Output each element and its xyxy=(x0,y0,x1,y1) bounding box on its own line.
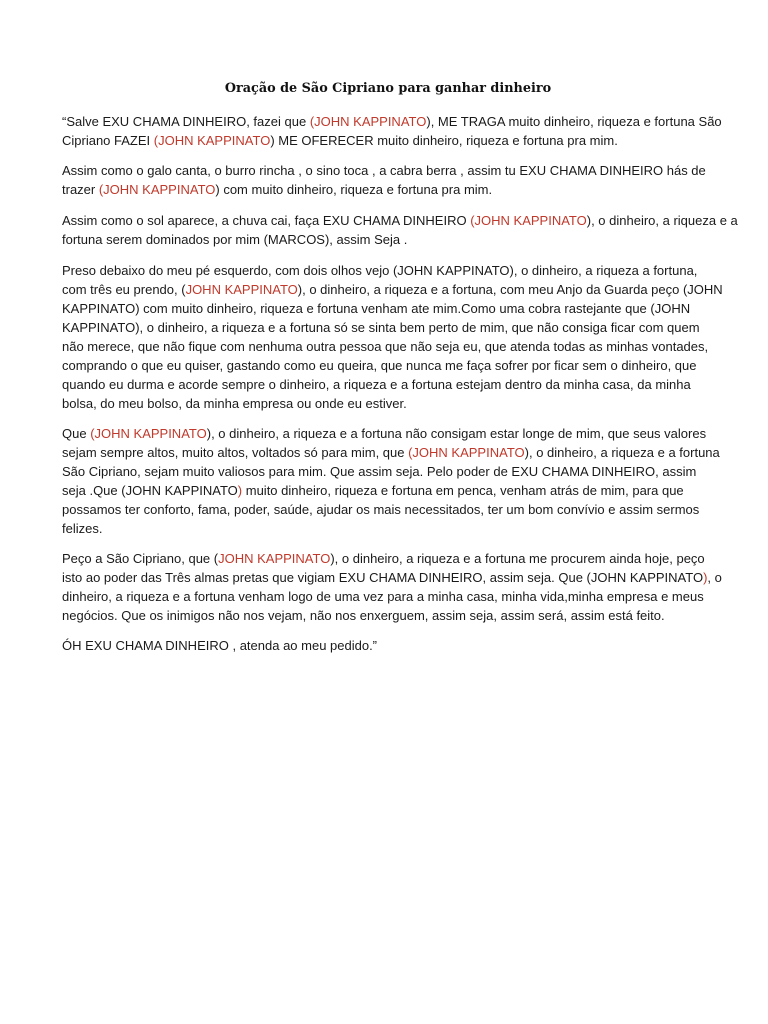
highlighted-name: ) xyxy=(237,483,243,498)
text-segment: ), o dinheiro, a riqueza e a fortuna não consigam estar longe de mim, que seus valores xyxy=(206,426,707,441)
paragraph xyxy=(62,161,706,199)
text-segment: isto ao poder das Três almas pretas que vigiam EXU CHAMA DINHEIRO, assim seja. Que (JOHN KAPPINATO xyxy=(62,570,704,585)
text-segment: São Cipriano, sejam muito valiosos para mim. Que assim seja. Pelo poder de EXU CHAMA DINHEIRO, assim xyxy=(62,464,697,479)
text-line xyxy=(62,375,723,394)
text-line xyxy=(62,500,720,519)
text-segment: ), o dinheiro, a riqueza e a fortuna, com meu Anjo da Guarda peço (JOHN xyxy=(297,282,723,297)
text-line xyxy=(62,424,720,443)
text-segment: fortuna serem dominados por mim (MARCOS), assim Seja . xyxy=(62,232,408,247)
paragraph xyxy=(62,261,723,413)
text-segment: ), o dinheiro, a riqueza e a fortuna me procurem ainda hoje, peço xyxy=(330,551,705,566)
text-line xyxy=(62,443,720,462)
text-line xyxy=(62,337,723,356)
text-line xyxy=(62,211,738,230)
text-line xyxy=(62,549,722,568)
highlighted-name: (JOHN KAPPINATO xyxy=(153,133,271,148)
text-segment: ) ME OFERECER muito dinheiro, riqueza e fortuna pra mim. xyxy=(270,133,618,148)
highlighted-name: (JOHN KAPPINATO xyxy=(90,426,207,441)
text-segment: quando eu durma e acorde sempre o dinheiro, a riqueza e a fortuna estejam dentro da minha casa, da minha xyxy=(62,377,691,392)
text-line xyxy=(62,606,722,625)
text-line xyxy=(62,462,720,481)
text-segment: comprando o que eu quiser, gastando como eu queira, que nunca me faça sofrer por ficar sem o dinheiro, que xyxy=(62,358,697,373)
text-segment: ), ME TRAGA muito dinheiro, riqueza e fortuna São xyxy=(426,114,722,129)
paragraph xyxy=(62,549,722,625)
paragraph xyxy=(62,424,720,538)
text-segment: trazer xyxy=(62,182,99,197)
text-segment: Preso debaixo do meu pé esquerdo, com dois olhos vejo (JOHN KAPPINATO), o dinheiro, a riqueza a fortuna, xyxy=(62,263,698,278)
text-segment: dinheiro, a riqueza e a fortuna venham logo de uma vez para a minha casa, minha vida,minha empresa e meus xyxy=(62,589,704,604)
text-segment: sejam sempre altos, muito altos, voltados só para mim, que xyxy=(62,445,409,460)
text-line xyxy=(62,261,723,280)
text-line xyxy=(62,568,722,587)
paragraph xyxy=(62,112,722,150)
highlighted-name: (JOHN KAPPINATO xyxy=(408,445,525,460)
text-segment: bolsa, do meu bolso, da minha empresa ou onde eu estiver. xyxy=(62,396,407,411)
text-segment: possamos ter conforto, fama, poder, saúde, ajudar os mais necessitados, ter um bom convívio e assim sermos xyxy=(62,502,700,517)
text-segment: Peço a São Cipriano, que ( xyxy=(62,551,219,566)
text-segment: Cipriano FAZEI xyxy=(62,133,154,148)
text-segment: ÓH EXU CHAMA DINHEIRO , atenda ao meu pedido.” xyxy=(62,638,378,653)
text-segment: “Salve EXU CHAMA DINHEIRO, fazei que xyxy=(62,114,310,129)
paragraph xyxy=(62,636,377,655)
text-segment: muito dinheiro, riqueza e fortuna em penca, venham atrás de mim, para que xyxy=(242,483,684,498)
text-segment: KAPPINATO) com muito dinheiro, riqueza e fortuna venham ate mim.Como uma cobra rastejante que (JOHN xyxy=(62,301,691,316)
paragraph xyxy=(62,211,738,249)
text-line xyxy=(62,481,720,500)
text-line xyxy=(62,180,706,199)
text-segment: felizes. xyxy=(62,521,103,536)
highlighted-name: (JOHN KAPPINATO xyxy=(470,213,587,228)
text-segment: não merece, que não fique com nenhuma outra pessoa que não seja eu, que atenda todas as minhas vontades, xyxy=(62,339,709,354)
text-line xyxy=(62,112,722,131)
highlighted-name: (JOHN KAPPINATO xyxy=(98,182,216,197)
text-segment: ) com muito dinheiro, riqueza e fortuna pra mim. xyxy=(215,182,493,197)
text-line xyxy=(62,587,722,606)
text-line xyxy=(62,230,738,249)
text-segment: seja .Que (JOHN KAPPINATO xyxy=(62,483,238,498)
text-line xyxy=(62,519,720,538)
text-segment: KAPPINATO), o dinheiro, a riqueza e a fortuna só se sinta bem perto de mim, que não consiga ficar com quem xyxy=(62,320,700,335)
text-segment: Que xyxy=(62,426,91,441)
text-segment: Assim como o sol aparece, a chuva cai, faça EXU CHAMA DINHEIRO xyxy=(62,213,471,228)
text-segment: Assim como o galo canta, o burro rincha , o sino toca , a cabra berra , assim tu EXU CHAMA DINHEIRO hás de xyxy=(62,163,706,178)
text-line xyxy=(62,131,722,150)
text-line xyxy=(62,299,723,318)
highlighted-name: (JOHN KAPPINATO xyxy=(309,114,427,129)
text-segment: , o xyxy=(707,570,722,585)
text-line xyxy=(62,318,723,337)
document-title: Oração de São Cipriano para ganhar dinheiro xyxy=(224,81,552,96)
text-line xyxy=(62,636,377,655)
highlighted-name: JOHN KAPPINATO xyxy=(185,282,298,297)
highlighted-name: ) xyxy=(703,570,708,585)
text-segment: ), o dinheiro, a riqueza e a xyxy=(586,213,738,228)
text-segment: ), o dinheiro, a riqueza e a fortuna xyxy=(524,445,720,460)
text-line xyxy=(62,280,723,299)
text-line xyxy=(62,161,706,180)
text-segment: com três eu prendo, ( xyxy=(62,282,186,297)
text-segment: negócios. Que os inimigos não nos vejam, não nos enxerguem, assim seja, assim será, assim está feito. xyxy=(62,608,665,623)
highlighted-name: JOHN KAPPINATO xyxy=(218,551,331,566)
text-line xyxy=(62,394,723,413)
text-line xyxy=(62,356,723,375)
